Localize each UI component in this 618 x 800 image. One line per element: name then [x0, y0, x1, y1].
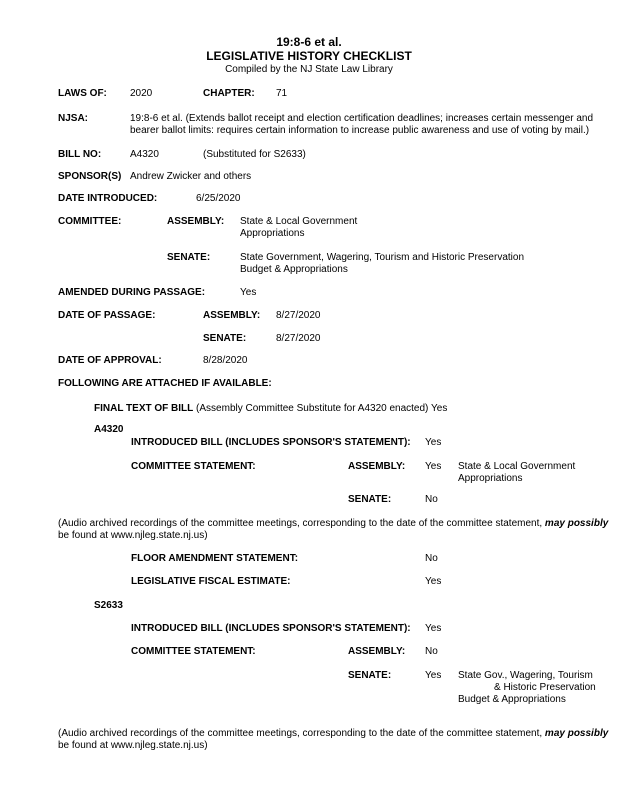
njsa-line-2: bearer ballot limits: requires certain information to increase public awareness and use of voting by mail.)	[130, 125, 590, 136]
floor-amendment-label: FLOOR AMENDMENT STATEMENT:	[131, 553, 299, 564]
s2633-introduced-label: INTRODUCED BILL (INCLUDES SPONSOR'S STATEMENT):	[131, 623, 411, 634]
date-introduced-label: DATE INTRODUCED:	[58, 193, 158, 204]
a4320-assembly-committee-line-2: Appropriations	[458, 473, 523, 484]
s2633-senate-committee-line-2: & Historic Preservation	[494, 682, 596, 693]
laws-of-label: LAWS OF:	[58, 88, 107, 99]
committee-assembly-label: ASSEMBLY:	[167, 216, 225, 227]
audio-note-2-text: (Audio archived recordings of the committee meetings, corresponding to the date of the committee statement,	[58, 728, 545, 739]
document-number: 19:8-6 et al.	[276, 35, 342, 49]
passage-assembly-label: ASSEMBLY:	[203, 310, 261, 321]
amended-value: Yes	[240, 287, 257, 298]
audio-note-1-link-line: be found at www.njleg.state.nj.us)	[58, 530, 208, 541]
a4320-heading: A4320	[94, 424, 124, 435]
date-introduced-value: 6/25/2020	[196, 193, 241, 204]
date-of-approval-value: 8/28/2020	[203, 355, 248, 366]
date-of-passage-label: DATE OF PASSAGE:	[58, 310, 156, 321]
amended-label: AMENDED DURING PASSAGE:	[58, 287, 206, 298]
s2633-senate-label: SENATE:	[348, 670, 392, 681]
laws-of-value: 2020	[130, 88, 153, 99]
njsa-label: NJSA:	[58, 113, 89, 124]
s2633-committee-label: COMMITTEE STATEMENT:	[131, 646, 256, 657]
passage-senate-value: 8/27/2020	[276, 333, 321, 344]
s2633-introduced-value: Yes	[425, 623, 442, 634]
fiscal-estimate-value: Yes	[425, 576, 442, 587]
audio-note-1-emphasis: may possibly	[544, 518, 609, 529]
chapter-label: CHAPTER:	[203, 88, 255, 99]
substituted-for: (Substituted for S2633)	[203, 149, 306, 160]
njsa-line-1: 19:8-6 et al. (Extends ballot receipt and election certification deadlines; increases certain messenger and	[130, 113, 594, 124]
committee-senate-line-2: Budget & Appropriations	[240, 264, 348, 275]
a4320-assembly-label: ASSEMBLY:	[348, 461, 406, 472]
audio-note-2-link-line: be found at www.njleg.state.nj.us)	[58, 740, 208, 751]
sponsors-value: Andrew Zwicker and others	[130, 171, 252, 182]
s2633-senate-committee-line-3: Budget & Appropriations	[458, 694, 566, 705]
s2633-senate-committee-line-1: State Gov., Wagering, Tourism	[458, 670, 593, 681]
s2633-heading: S2633	[94, 600, 123, 611]
final-text-row	[94, 403, 447, 415]
committee-assembly-line-2: Appropriations	[240, 228, 305, 239]
committee-label: COMMITTEE:	[58, 216, 122, 227]
s2633-senate-value: Yes	[425, 670, 442, 681]
a4320-introduced-label: INTRODUCED BILL (INCLUDES SPONSOR'S STATEMENT):	[131, 437, 411, 448]
s2633-assembly-label: ASSEMBLY:	[348, 646, 406, 657]
committee-senate-line-1: State Government, Wagering, Tourism and Historic Preservation	[240, 252, 525, 263]
committee-senate-label: SENATE:	[167, 252, 211, 263]
a4320-introduced-value: Yes	[425, 437, 442, 448]
date-of-approval-label: DATE OF APPROVAL:	[58, 355, 162, 366]
a4320-committee-label: COMMITTEE STATEMENT:	[131, 461, 256, 472]
audio-note-2	[58, 728, 608, 740]
s2633-assembly-value: No	[425, 646, 438, 657]
page-title: LEGISLATIVE HISTORY CHECKLIST	[206, 49, 412, 63]
attached-heading: FOLLOWING ARE ATTACHED IF AVAILABLE:	[58, 378, 272, 389]
audio-note-2-emphasis: may possibly	[544, 728, 609, 739]
final-text-value: Yes	[431, 403, 448, 414]
passage-senate-label: SENATE:	[203, 333, 247, 344]
audio-note-1	[58, 518, 608, 530]
bill-no-label: BILL NO:	[58, 149, 102, 160]
a4320-senate-label: SENATE:	[348, 494, 392, 505]
a4320-assembly-value: Yes	[425, 461, 442, 472]
audio-note-1-text: (Audio archived recordings of the committee meetings, corresponding to the date of the committee statement,	[58, 518, 545, 529]
bill-no-value: A4320	[130, 149, 159, 160]
passage-assembly-value: 8/27/2020	[276, 310, 321, 321]
compiled-by: Compiled by the NJ State Law Library	[225, 64, 393, 75]
sponsors-label: SPONSOR(S)	[58, 171, 122, 182]
floor-amendment-value: No	[425, 553, 438, 564]
a4320-senate-value: No	[425, 494, 438, 505]
committee-assembly-line-1: State & Local Government	[240, 216, 358, 227]
fiscal-estimate-label: LEGISLATIVE FISCAL ESTIMATE:	[131, 576, 291, 587]
a4320-assembly-committee-line-1: State & Local Government	[458, 461, 576, 472]
chapter-value: 71	[276, 88, 288, 99]
final-text-label: FINAL TEXT OF BILL	[94, 403, 194, 414]
final-text-note: (Assembly Committee Substitute for A4320 enacted)	[196, 403, 429, 414]
